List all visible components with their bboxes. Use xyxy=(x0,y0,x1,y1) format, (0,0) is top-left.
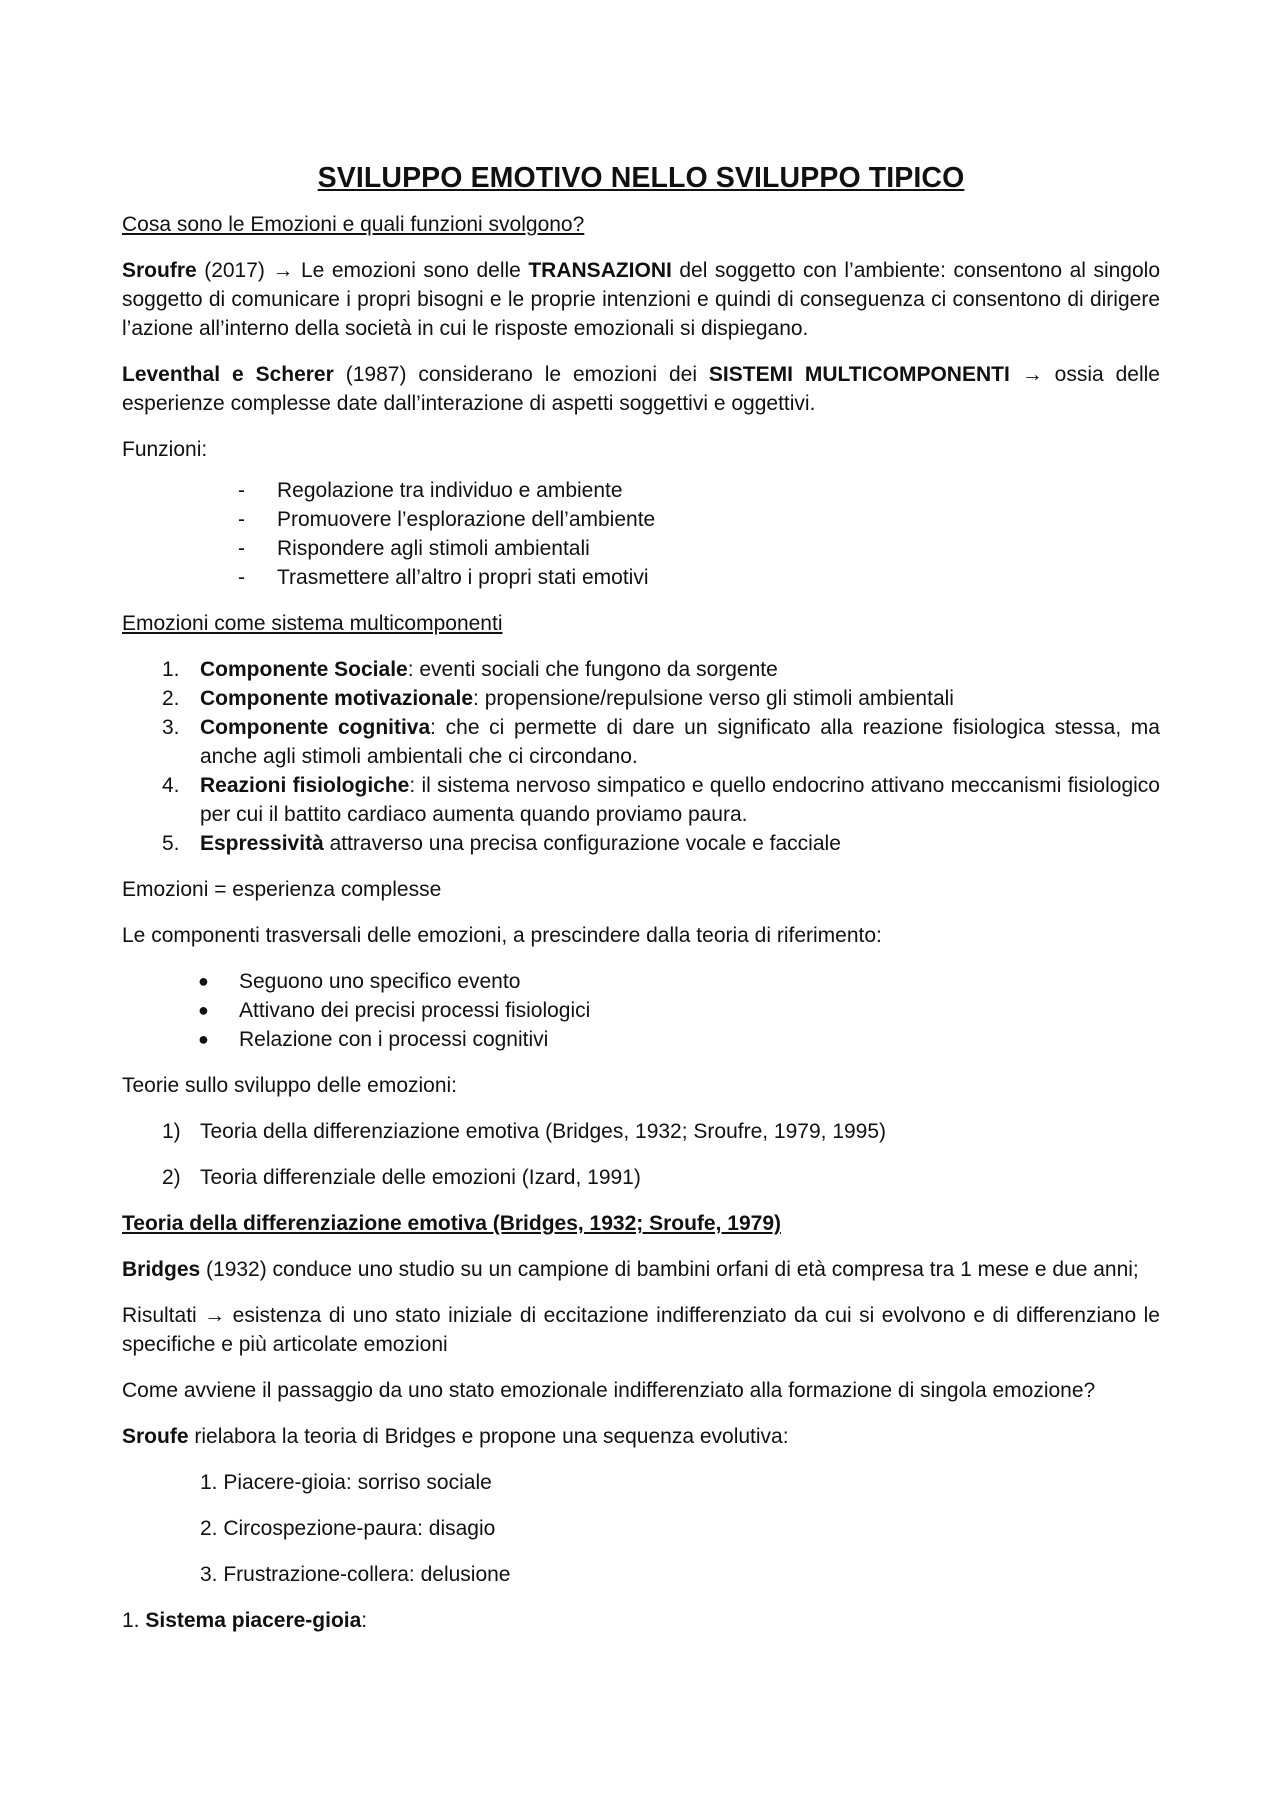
paragraph-sroufre xyxy=(122,256,1160,343)
list-item xyxy=(122,713,1160,771)
list-item-text: : che ci permette di dare un significato alla reazione fisiologica stessa, ma anche agli stimoli ambientali che ci circondano. xyxy=(200,716,1160,768)
author-bridges: Bridges xyxy=(122,1258,201,1281)
list-item xyxy=(122,829,1160,858)
list-item-text: Trasmettere all’altro i propri stati emotivi xyxy=(277,566,649,589)
dash-marker: - xyxy=(238,566,245,589)
sequence-item: 1. Piacere-gioia: sorriso sociale xyxy=(200,1471,492,1494)
list-item-text: Attivano dei precisi processi fisiologici xyxy=(239,999,591,1022)
text-span: (1932) conduce uno studio su un campione di bambini orfani di età compresa tra 1 mese e due anni; xyxy=(200,1258,1139,1281)
list-item-text: Regolazione tra individuo e ambiente xyxy=(277,479,623,502)
list-item xyxy=(122,534,1160,563)
keyword-sistemi-multicomponenti: SISTEMI MULTICOMPONENTI xyxy=(708,363,1010,386)
funzioni-label: Funzioni: xyxy=(122,438,208,461)
text-span: del soggetto con l’ambiente: consentono al singolo soggetto di comunicare i propri bisogni e le proprie intenzioni e quindi di conseguenza ci consentono di dirigere l’azione all’interno della società in cui le risposte emozionali si dispiegano. xyxy=(122,259,1160,340)
list-item-text: Promuovere l’esplorazione dell’ambiente xyxy=(277,508,656,531)
term: Componente cognitiva xyxy=(200,716,431,739)
list-item xyxy=(122,771,1160,829)
section-question: Cosa sono le Emozioni e quali funzioni svolgono? xyxy=(122,213,585,236)
text-span: rielabora la teoria di Bridges e propone una sequenza evolutiva: xyxy=(188,1425,789,1448)
list-item-text: Teoria della differenziazione emotiva (Bridges, 1932; Sroufre, 1979, 1995) xyxy=(200,1120,887,1143)
list-item-text: attraverso una precisa configurazione vocale e facciale xyxy=(323,832,841,855)
paragraph-sroufe xyxy=(122,1422,1160,1451)
paragraph-trasversali-intro: Le componenti trasversali delle emozioni, a prescindere dalla teoria di riferimento: xyxy=(122,924,882,947)
componenti-list xyxy=(122,655,1160,858)
text-span: (2017) → Le emozioni sono delle xyxy=(196,259,529,282)
term: Espressività xyxy=(200,832,324,855)
dash-marker: - xyxy=(238,537,245,560)
list-item xyxy=(122,1117,1160,1146)
funzioni-list xyxy=(122,476,1160,592)
author-leventhal-scherer: Leventhal e Scherer xyxy=(122,363,334,386)
list-item xyxy=(122,476,1160,505)
list-item-text: : propensione/repulsione verso gli stimoli ambientali xyxy=(473,687,954,710)
list-item-text: Seguono uno specifico evento xyxy=(239,970,521,993)
list-number: 3. xyxy=(162,716,180,739)
list-item xyxy=(122,563,1160,592)
list-item xyxy=(122,1025,1160,1054)
list-item-text: : il sistema nervoso simpatico e quello endocrino attivano meccanismi fisiologico per cui il battito cardiaco aumenta quando proviamo paura. xyxy=(200,774,1160,826)
term: Reazioni fisiologiche xyxy=(200,774,410,797)
paragraph-leventhal xyxy=(122,360,1160,418)
document-body xyxy=(122,160,1160,1652)
paragraph-teorie-intro: Teorie sullo sviluppo delle emozioni: xyxy=(122,1074,458,1097)
list-item-text: Teoria differenziale delle emozioni (Izard, 1991) xyxy=(200,1166,641,1189)
document-title: SVILUPPO EMOTIVO NELLO SVILUPPO TIPICO xyxy=(317,162,965,194)
bullet-marker: ● xyxy=(198,1029,209,1049)
list-item xyxy=(122,1163,1160,1192)
paragraph-bridges xyxy=(122,1255,1160,1284)
list-number: 4. xyxy=(162,774,180,797)
term: Sistema piacere-gioia xyxy=(145,1609,362,1632)
list-item-text: : eventi sociali che fungono da sorgente xyxy=(407,658,778,681)
paragraph-risultati: Risultati → esistenza di uno stato iniziale di eccitazione indifferenziato da cui si evolvono e di differenziano le specifiche e più articolate emozioni xyxy=(122,1304,1160,1356)
bullet-marker: ● xyxy=(198,971,209,991)
list-item xyxy=(122,655,1160,684)
teorie-list xyxy=(122,1117,1160,1192)
sequence-item: 3. Frustrazione-collera: delusione xyxy=(200,1563,511,1586)
author-sroufre: Sroufre xyxy=(122,259,197,282)
text-span: : xyxy=(361,1609,368,1632)
term: Componente Sociale xyxy=(200,658,408,681)
list-number: 5. xyxy=(162,832,180,855)
paragraph-domanda: Come avviene il passaggio da uno stato emozionale indifferenziato alla formazione di singola emozione? xyxy=(122,1379,1096,1402)
text-span: → ossia delle esperienze complesse date dall’interazione di aspetti soggettivi e oggettivi. xyxy=(122,363,1160,415)
section-heading-multicomponenti: Emozioni come sistema multicomponenti xyxy=(122,612,503,635)
dash-marker: - xyxy=(238,479,245,502)
list-item-text: Relazione con i processi cognitivi xyxy=(239,1028,549,1051)
text-span: (1987) considerano le emozioni dei xyxy=(333,363,709,386)
bullet-marker: ● xyxy=(198,1000,209,1020)
section-heading-teoria: Teoria della differenziazione emotiva (Bridges, 1932; Sroufe, 1979) xyxy=(122,1212,781,1235)
paragraph-equation: Emozioni = esperienza complesse xyxy=(122,878,442,901)
dash-marker: - xyxy=(238,508,245,531)
keyword-transazioni: TRANSAZIONI xyxy=(528,259,672,282)
sequence-item: 2. Circospezione-paura: disagio xyxy=(200,1517,496,1540)
trasversali-list xyxy=(122,967,1160,1054)
list-item xyxy=(122,505,1160,534)
list-number: 2. xyxy=(162,687,180,710)
list-item-text: Rispondere agli stimoli ambientali xyxy=(277,537,590,560)
list-number: 1. xyxy=(122,1609,146,1632)
term: Componente motivazionale xyxy=(200,687,474,710)
list-item xyxy=(122,684,1160,713)
list-number: 1) xyxy=(162,1120,181,1143)
list-item xyxy=(122,996,1160,1025)
list-number: 1. xyxy=(162,658,180,681)
list-number: 2) xyxy=(162,1166,181,1189)
paragraph-sistema-piacere-gioia xyxy=(122,1606,1160,1635)
author-sroufe: Sroufe xyxy=(122,1425,189,1448)
list-item xyxy=(122,967,1160,996)
